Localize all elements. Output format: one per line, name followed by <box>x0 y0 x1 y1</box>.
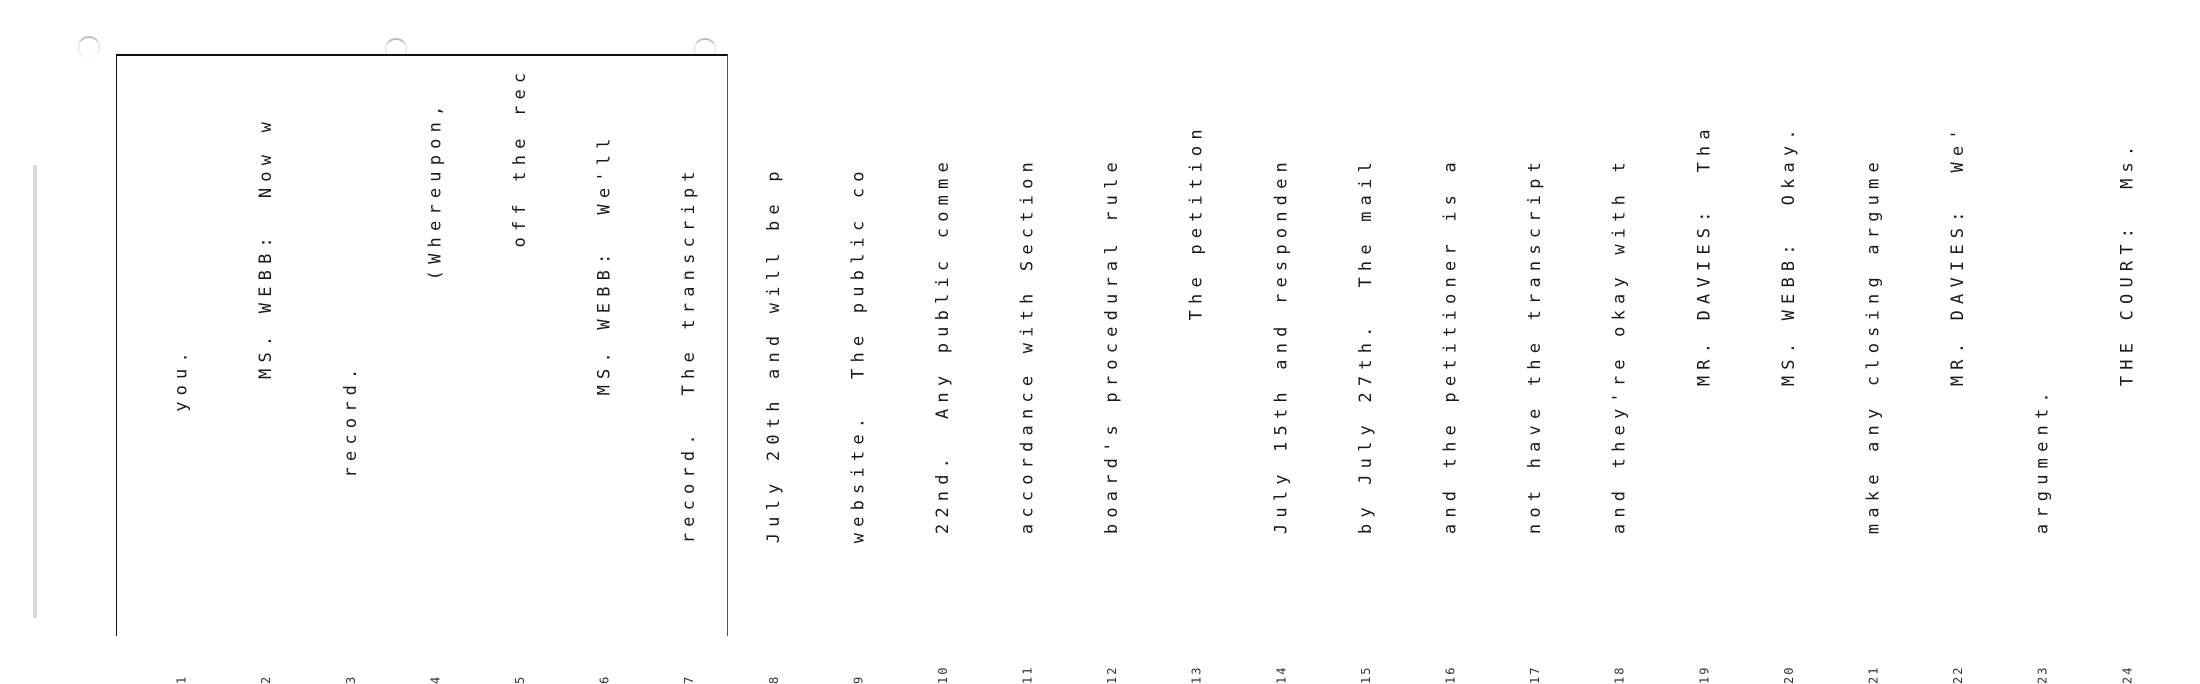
line-text: 22nd. Any public comme <box>932 156 953 666</box>
line-number: 5 <box>512 674 527 684</box>
line-text: record. <box>340 362 361 675</box>
line-number: 9 <box>851 674 866 684</box>
transcript-line <box>2031 64 2067 684</box>
transcript-line <box>1861 64 1897 684</box>
transcript-line <box>170 64 206 684</box>
line-number: 24 <box>2120 665 2135 684</box>
line-text: website. The public co <box>848 165 869 675</box>
line-number: 12 <box>1105 665 1120 684</box>
transcript-line <box>1439 64 1475 684</box>
line-text: make any closing argume <box>1863 156 1884 666</box>
line-text: and they're okay with t <box>1609 156 1630 666</box>
line-number: 22 <box>1951 665 1966 684</box>
line-number: 14 <box>1274 665 1289 684</box>
line-text: by July 27th. The mail <box>1355 156 1376 666</box>
line-number: 1 <box>174 674 189 684</box>
scan-edge-strip <box>33 165 37 618</box>
line-text: MS. WEBB: Now w <box>256 115 277 675</box>
line-text: you. <box>171 346 192 675</box>
line-number: 16 <box>1443 665 1458 684</box>
transcript-line <box>931 64 967 684</box>
line-text: record. The transcript <box>679 165 700 675</box>
line-text: MS. WEBB: We'll <box>594 132 615 675</box>
transcript-line <box>1354 64 1390 684</box>
line-number: 15 <box>1358 665 1373 684</box>
transcript-line <box>1608 64 1644 684</box>
transcript-line <box>677 64 713 684</box>
line-number: 2 <box>259 674 274 684</box>
transcript-line <box>423 64 459 684</box>
line-number: 20 <box>1781 665 1796 684</box>
line-text: not have the transcript <box>1525 156 1546 666</box>
line-text: off the rec <box>509 66 530 675</box>
transcript-line <box>254 64 290 684</box>
line-text: accordance with Section <box>1017 156 1038 666</box>
line-text: MR. DAVIES: Tha <box>1694 123 1715 666</box>
line-number: 19 <box>1697 665 1712 684</box>
transcript-line <box>339 64 375 684</box>
transcript-line <box>1100 64 1136 684</box>
line-number: 8 <box>766 674 781 684</box>
line-text: July 20th and will be p <box>763 165 784 675</box>
line-text: MS. WEBB: Okay. <box>1778 123 1799 666</box>
transcript-page <box>116 54 2138 684</box>
line-number: 17 <box>1528 665 1543 684</box>
line-text: The petition <box>1186 123 1207 666</box>
line-text: (Whereupon, <box>425 99 446 675</box>
line-text: THE COURT: Ms. <box>2117 139 2138 666</box>
line-number: 13 <box>1189 665 1204 684</box>
line-text: July 15th and responden <box>1271 156 1292 666</box>
transcript-line <box>1016 64 1052 684</box>
line-text: board's procedural rule <box>1102 156 1123 666</box>
line-text: argument. <box>2032 386 2053 666</box>
line-text: MR. DAVIES: We' <box>1948 123 1969 666</box>
line-text: and the petitioner is a <box>1440 156 1461 666</box>
transcript-line <box>1185 64 1221 684</box>
transcript-line <box>1692 64 1728 684</box>
line-number: 6 <box>597 674 612 684</box>
transcript-line <box>593 64 629 684</box>
line-number: 7 <box>682 674 697 684</box>
line-number: 3 <box>343 674 358 684</box>
transcript-line <box>1946 64 1982 684</box>
transcript-line <box>508 64 544 684</box>
transcript-line <box>1777 64 1813 684</box>
transcript-line <box>762 64 798 684</box>
transcript-line <box>846 64 882 684</box>
binder-hole-left <box>78 36 100 58</box>
transcript-line <box>1269 64 1305 684</box>
line-number: 11 <box>1020 665 1035 684</box>
line-number: 21 <box>1866 665 1881 684</box>
line-number: 23 <box>2035 665 2050 684</box>
transcript-text <box>121 64 2138 684</box>
transcript-line <box>1523 64 1559 684</box>
line-number: 10 <box>935 665 950 684</box>
line-number: 18 <box>1612 665 1627 684</box>
transcript-line <box>2115 64 2151 684</box>
line-number: 4 <box>428 674 443 684</box>
